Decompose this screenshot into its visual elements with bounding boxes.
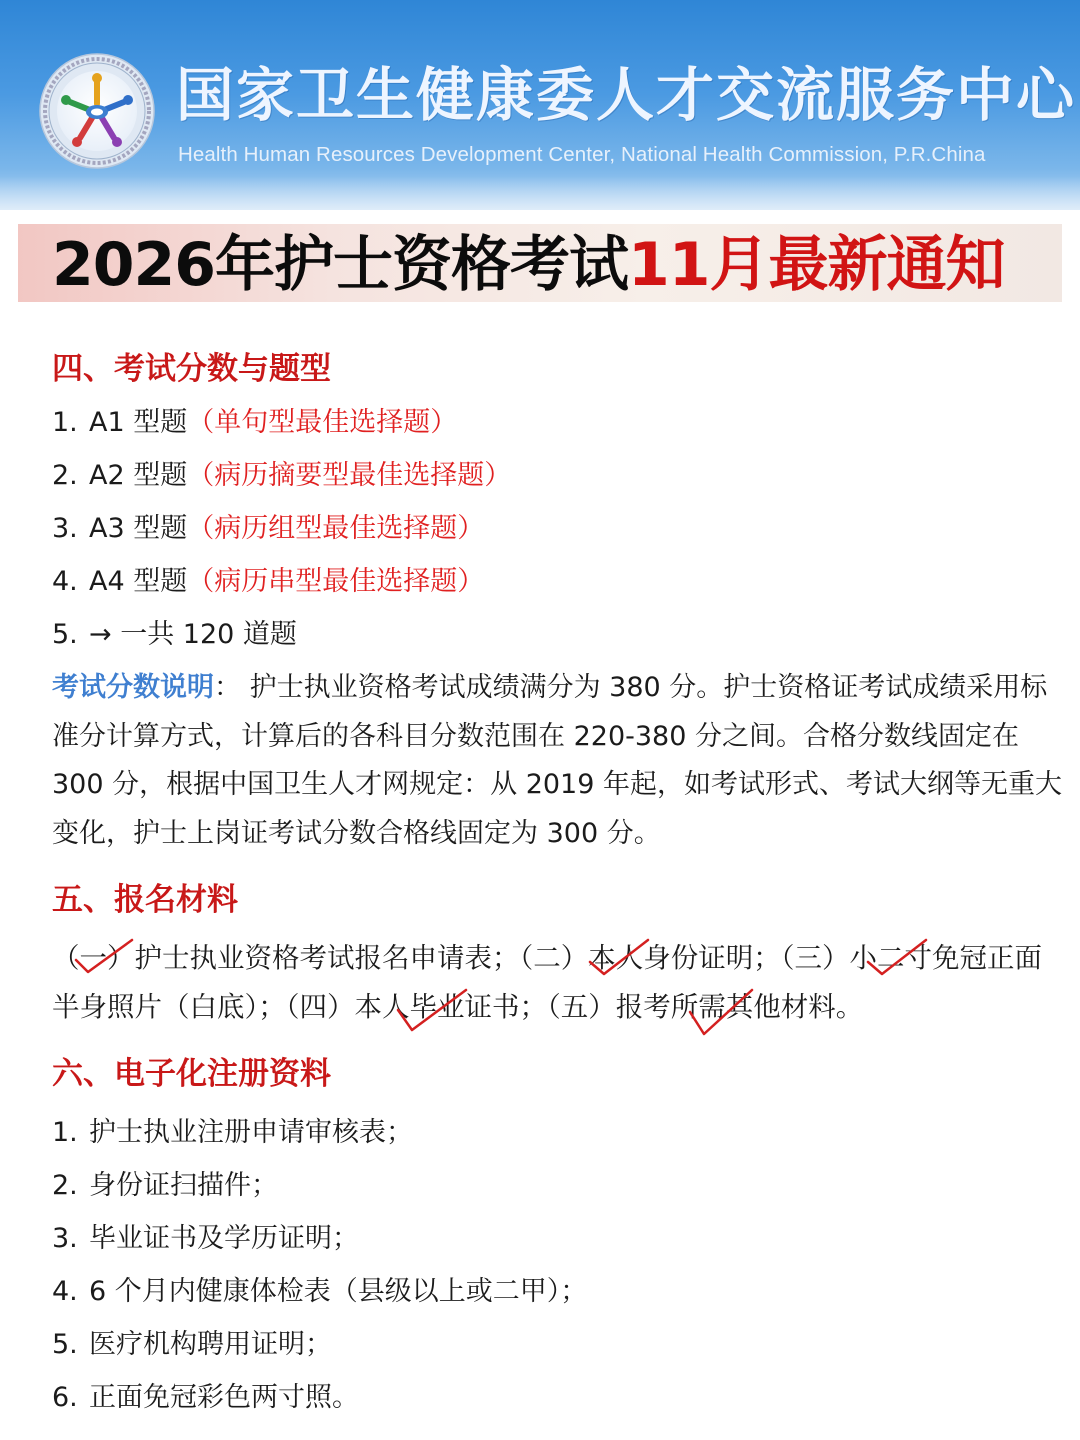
score-explanation bbox=[52, 664, 1062, 858]
score-text: ： 护士执业资格考试成绩满分为 380 分。护士资格证考试成绩采用标准分计算方式，计算后的各科目分数范围在 220-380 分之间。合格分数线固定在 300 分，根据中国卫生人才网规定：从 2019 年起，如考试形式、考试大纲等无重大变化，护士上岗证考试分数合格线固定为 300 分。 bbox=[52, 672, 1062, 849]
list-item: 1. 护士执业注册申请审核表； bbox=[52, 1117, 413, 1148]
title-black-part: 2026年护士资格考试 bbox=[52, 230, 628, 300]
title-red-part: 11月最新通知 bbox=[628, 230, 1005, 300]
list-item: 3. A3 型题（病历组型最佳选择题） bbox=[52, 513, 485, 544]
page-title bbox=[52, 229, 1005, 301]
section4-heading: 四、考试分数与题型 bbox=[52, 351, 331, 387]
list-item: 6. 正面免冠彩色两寸照。 bbox=[52, 1382, 359, 1413]
list-item: 3. 毕业证书及学历证明； bbox=[52, 1223, 359, 1254]
section6-heading: 六、电子化注册资料 bbox=[52, 1056, 331, 1092]
score-label: 考试分数说明 bbox=[52, 672, 214, 703]
section5-heading: 五、报名材料 bbox=[52, 882, 238, 918]
list-item: 2. A2 型题（病历摘要型最佳选择题） bbox=[52, 460, 512, 491]
list-item: 4. 6 个月内健康体检表（县级以上或二甲）； bbox=[52, 1276, 588, 1307]
org-name: 国家卫生健康委人才交流服务中心 bbox=[176, 61, 1077, 129]
header-banner bbox=[0, 0, 1080, 210]
materials-text: （一）护士执业资格考试报名申请表；（二）本人身份证明；（三）小二寸免冠正面半身照片（白底）；（四）本人毕业证书；（五）报考所需其他材料。 bbox=[52, 942, 1042, 1023]
list-item: 4. A4 型题（病历串型最佳选择题） bbox=[52, 566, 485, 597]
list-item: 5. → 一共 120 道题 bbox=[52, 619, 297, 650]
list-item: 2. 身份证扫描件； bbox=[52, 1170, 278, 1201]
list-item: 5. 医疗机构聘用证明； bbox=[52, 1329, 332, 1360]
org-name-english: Health Human Resources Development Center, National Health Commission, P.R.China bbox=[178, 143, 986, 166]
list-item: 1. A1 型题（单句型最佳选择题） bbox=[52, 407, 458, 438]
logo-seal-icon bbox=[38, 52, 156, 170]
